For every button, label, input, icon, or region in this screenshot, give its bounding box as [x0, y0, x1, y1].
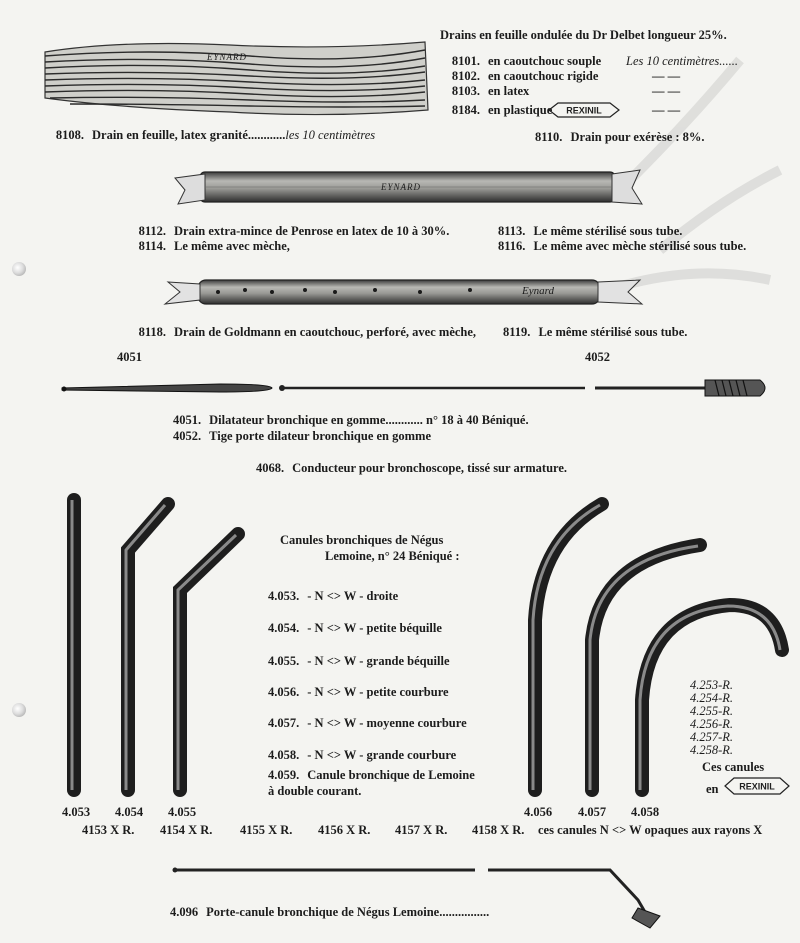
xr-label: 4154 X R. [160, 823, 213, 837]
canule-item [268, 716, 467, 730]
xr-label: 4158 X R. [472, 823, 525, 837]
item-name: en caoutchouc souple [488, 54, 602, 68]
r-code: 4.258-R. [690, 743, 734, 757]
canules-title-line2: Lemoine, n° 24 Béniqué : [325, 549, 460, 563]
xr-label: 4157 X R. [395, 823, 448, 837]
item-text: Conducteur pour bronchoscope, tissé sur armature. [292, 461, 568, 475]
item-price: les 10 centimètres [285, 128, 376, 142]
item-text: - N <> W - petite béquille [307, 621, 442, 635]
tige-porte-dilateur-illustration [279, 380, 765, 396]
rexinil-logo [548, 102, 620, 121]
item-text: Drain de Goldmann en caoutchouc, perforé, avec mèche, [174, 325, 477, 339]
xr-label: 4153 X R. [82, 823, 135, 837]
penrose-item [498, 224, 682, 238]
r-code: 4.255-R. [690, 704, 734, 718]
canule-4053-illustration [72, 500, 74, 790]
item-code: 8114. [138, 239, 166, 253]
rexinil-logo-text: REXINIL [739, 781, 775, 792]
en-label: en [706, 782, 719, 796]
item-text: Le même avec mèche, [174, 239, 290, 253]
xr-note: ces canules N <> W opaques aux rayons X [538, 823, 763, 837]
item-text: Le même stérilisé sous tube. [533, 224, 683, 238]
penrose-item [126, 239, 290, 253]
item-code: 4.055. [268, 654, 300, 668]
ces-canules-label: Ces canules [702, 760, 765, 774]
header-item [440, 69, 706, 83]
header-item [440, 84, 706, 98]
penrose-item [498, 239, 746, 253]
item-code: 4.053. [268, 589, 300, 603]
canule-caption: 4.055 [168, 805, 197, 819]
canule-4054-illustration [126, 504, 168, 790]
canules-title-line1: Canules bronchiques de Négus [280, 533, 444, 547]
item-code: 8110. [535, 130, 563, 144]
item-code: 4051. [173, 413, 202, 427]
delbet-title: Drains en feuille ondulée du Dr Delbet longueur 25%. [440, 28, 727, 42]
item-text: Canule bronchique de Lemoine [307, 768, 475, 782]
item-text: Drain en feuille, latex granité............ [92, 128, 286, 142]
canule-caption: 4.057 [578, 805, 607, 819]
item-name: en caoutchouc rigide [488, 69, 599, 83]
item-text: - N <> W - grande béquille [307, 654, 450, 668]
item-code: 4.056. [268, 685, 300, 699]
goldmann-item [503, 325, 687, 339]
dilatateur-illustration [62, 384, 273, 392]
canule-caption: 4.058 [631, 805, 660, 819]
item-text: - N <> W - moyenne courbure [307, 716, 467, 730]
item-code: 8113. [498, 224, 526, 238]
item-text: Le même stérilisé sous tube. [538, 325, 688, 339]
dilator-label-left: 4051 [117, 350, 142, 364]
item-price: — — [651, 84, 681, 98]
r-code: 4.256-R. [690, 717, 734, 731]
xr-label: 4155 X R. [240, 823, 293, 837]
item-text: Porte-canule bronchique de Négus Lemoine................ [206, 905, 490, 919]
item-code: 4.096 [170, 905, 199, 919]
penrose-item [126, 224, 449, 238]
item-code: 8101. [451, 54, 480, 68]
item-text: Drain pour exérèse : 8%. [570, 130, 705, 144]
drain-8108 [44, 128, 375, 142]
dilator-label-right: 4052 [585, 350, 610, 364]
canule-item [268, 685, 449, 699]
item-text: - N <> W - petite courbure [307, 685, 449, 699]
item-price: Les 10 centimètres...... [626, 54, 739, 68]
canule-caption: 4.054 [115, 805, 144, 819]
canule-item [268, 621, 442, 635]
canule-4055-illustration [178, 534, 238, 790]
item-code: 8116. [498, 239, 526, 253]
item-code: 8108. [55, 128, 84, 142]
r-code: 4.257-R. [690, 730, 734, 744]
item-name: en plastique [488, 103, 553, 118]
porte-canule-item [170, 905, 489, 919]
item-code: 4.058. [268, 748, 300, 762]
goldmann-drain-illustration [165, 280, 642, 304]
canule-caption: 4.053 [62, 805, 91, 819]
r-code: 4.254-R. [690, 691, 734, 705]
canule-caption: 4.056 [524, 805, 553, 819]
header-item [440, 102, 706, 121]
item-code: 4052. [173, 429, 202, 443]
drain-8110 [535, 130, 705, 144]
item-text: Dilatateur bronchique en gomme............ n° 18 à 40 Béniqué. [209, 413, 529, 427]
canule-4059-line2: à double courant. [268, 784, 362, 798]
brand-stamp: EYNARD [207, 52, 248, 62]
canule-item [268, 654, 450, 668]
item-code: 8119. [503, 325, 531, 339]
item-name: en latex [488, 84, 530, 98]
brand-stamp: EYNARD [381, 182, 422, 192]
goldmann-item [126, 325, 476, 339]
item-text: - N <> W - droite [307, 589, 399, 603]
item-code: 8103. [451, 84, 480, 98]
r-code: 4.253-R. [690, 678, 734, 692]
item-code: 4.057. [268, 716, 300, 730]
rexinil-logo [724, 777, 790, 800]
item-text: Tige porte dilateur bronchique en gomme [209, 429, 431, 443]
item-price: — — [651, 69, 681, 83]
item-code: 4.059. [268, 768, 300, 782]
item-code: 8112. [138, 224, 166, 238]
dilator-item [173, 413, 529, 427]
item-text: - N <> W - grande courbure [307, 748, 457, 762]
item-code: 8118. [138, 325, 166, 339]
conducteur-item [256, 461, 567, 475]
header-item [440, 54, 738, 68]
item-price: — — [651, 103, 681, 118]
dilator-item [173, 429, 431, 443]
item-code: 8102. [451, 69, 480, 83]
item-code: 4.054. [268, 621, 300, 635]
item-code: 4068. [256, 461, 285, 475]
rexinil-logo-text: REXINIL [566, 105, 602, 116]
xr-label: 4156 X R. [318, 823, 371, 837]
item-code: 8184. [451, 103, 480, 118]
canule-item [268, 589, 398, 603]
brand-script-stamp: Eynard [522, 285, 554, 297]
canule-item [268, 768, 475, 782]
item-text: Le même avec mèche stérilisé sous tube. [533, 239, 747, 253]
canule-item [268, 748, 456, 762]
item-text: Drain extra-mince de Penrose en latex de 10 à 30%. [174, 224, 450, 238]
